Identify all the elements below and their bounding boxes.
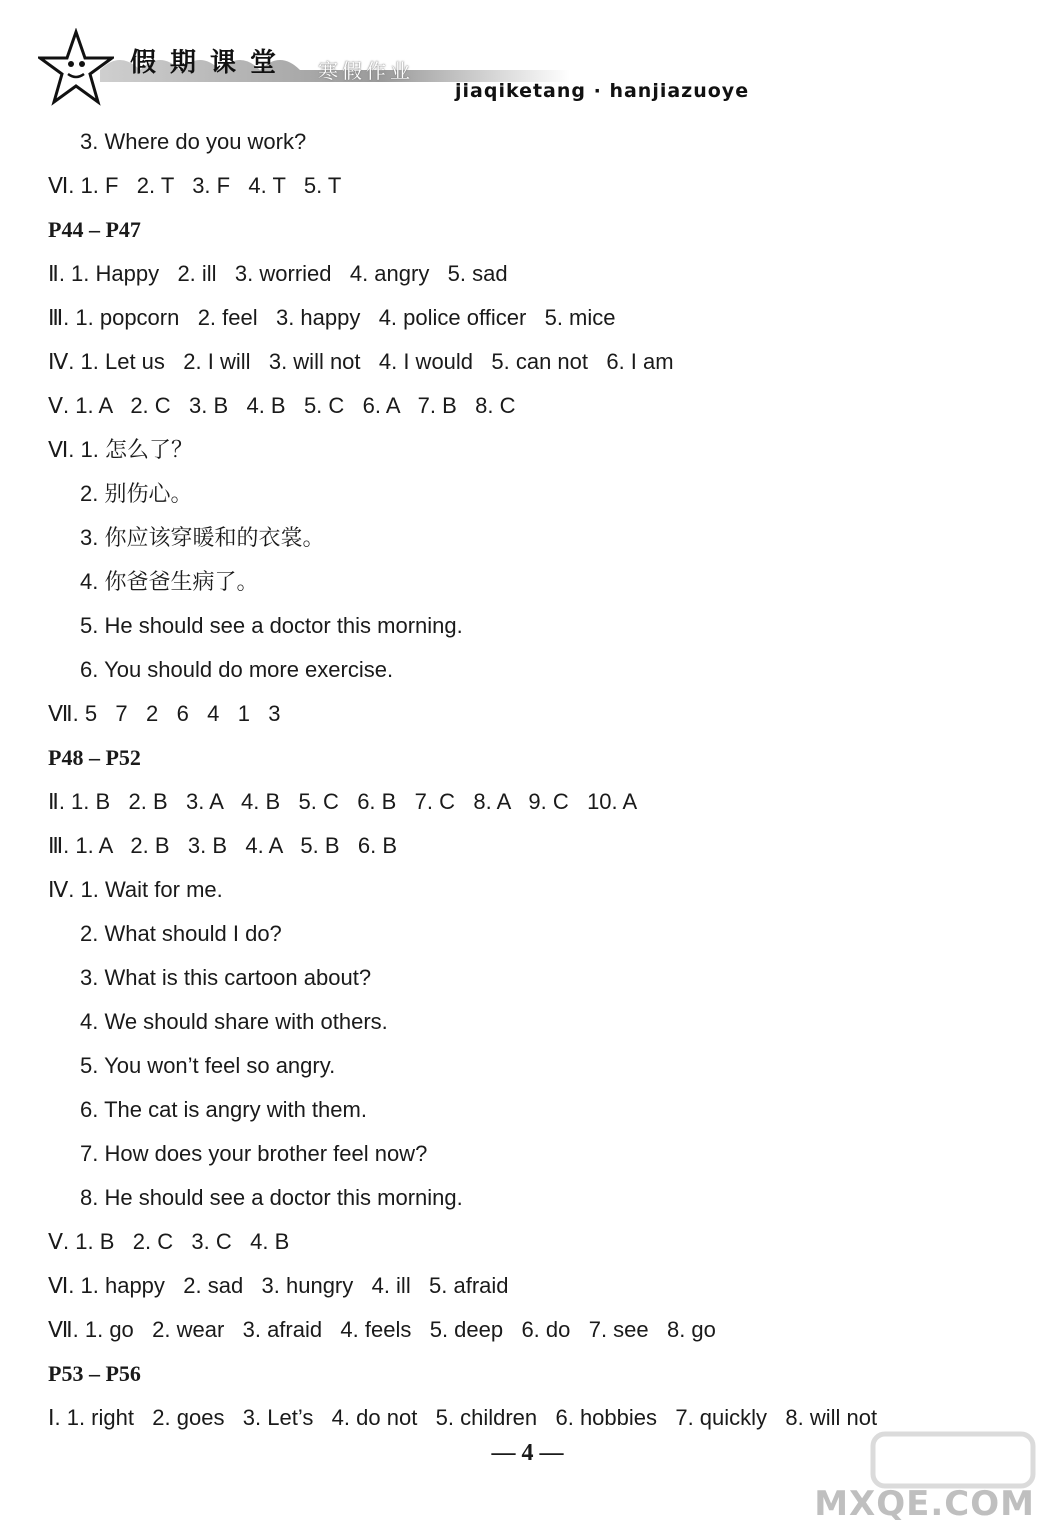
answer-line: Ⅱ. 1. Happy 2. ill 3. worried 4. angry 5. sad xyxy=(48,261,508,286)
answer-line: Ⅴ. 1. A 2. C 3. B 4. B 5. C 6. A 7. B 8. C xyxy=(48,393,516,418)
answer-line: Ⅶ. 5 7 2 6 4 1 3 xyxy=(48,701,281,726)
answer-line: Ⅶ. 1. go 2. wear 3. afraid 4. feels 5. deep 6. do 7. see 8. go xyxy=(48,1317,716,1342)
answer-line: Ⅵ. 1. F 2. T 3. F 4. T 5. T xyxy=(48,173,342,198)
answer-line: Ⅳ. 1. Let us 2. I will 3. will not 4. I would 5. can not 6. I am xyxy=(48,349,674,374)
brand-title: 假期课堂 xyxy=(130,48,291,78)
section-heading: P48 – P52 xyxy=(48,745,141,770)
answer-line: 8. He should see a doctor this morning. xyxy=(80,1185,463,1210)
section-heading: P44 – P47 xyxy=(48,217,141,242)
answer-line: 7. How does your brother feel now? xyxy=(80,1141,428,1166)
brand-pinyin: jiaqiketang · hanjiazuoye xyxy=(455,80,750,102)
answer-line: 2. 别伤心。 xyxy=(80,481,193,506)
answer-line: 2. What should I do? xyxy=(80,921,282,946)
watermark-text: MXQE.COM xyxy=(814,1484,1035,1524)
brand-subtitle: 寒假作业 xyxy=(318,59,414,83)
answer-line: 3. What is this cartoon about? xyxy=(80,965,372,990)
answer-line: Ⅰ. 1. right 2. goes 3. Let’s 4. do not 5. children 6. hobbies 7. quickly 8. will not xyxy=(48,1405,878,1430)
answer-line: 4. We should share with others. xyxy=(80,1009,388,1034)
answer-line: Ⅲ. 1. popcorn 2. feel 3. happy 4. police officer 5. mice xyxy=(48,305,616,330)
answer-line: Ⅴ. 1. B 2. C 3. C 4. B xyxy=(48,1229,290,1254)
answer-line: Ⅱ. 1. B 2. B 3. A 4. B 5. C 6. B 7. C 8. A 9. C 10. A xyxy=(48,789,638,814)
answer-line: 5. You won’t feel so angry. xyxy=(80,1053,336,1078)
answer-line: Ⅵ. 1. 怎么了？ xyxy=(48,437,193,462)
answer-line: Ⅵ. 1. happy 2. sad 3. hungry 4. ill 5. afraid xyxy=(48,1273,509,1298)
answer-line: Ⅲ. 1. A 2. B 3. B 4. A 5. B 6. B xyxy=(48,833,398,858)
page-number: — 4 — xyxy=(491,1440,564,1466)
section-heading: P53 – P56 xyxy=(48,1361,141,1386)
answer-line: 6. You should do more exercise. xyxy=(80,657,394,682)
answer-line: 3. 你应该穿暖和的衣裳。 xyxy=(80,525,325,550)
answer-line: 4. 你爸爸生病了。 xyxy=(80,569,259,594)
answer-line: 6. The cat is angry with them. xyxy=(80,1097,367,1122)
answer-line: Ⅳ. 1. Wait for me. xyxy=(48,877,223,902)
answer-line: 3. Where do you work? xyxy=(80,129,307,154)
answer-line: 5. He should see a doctor this morning. xyxy=(80,613,463,638)
